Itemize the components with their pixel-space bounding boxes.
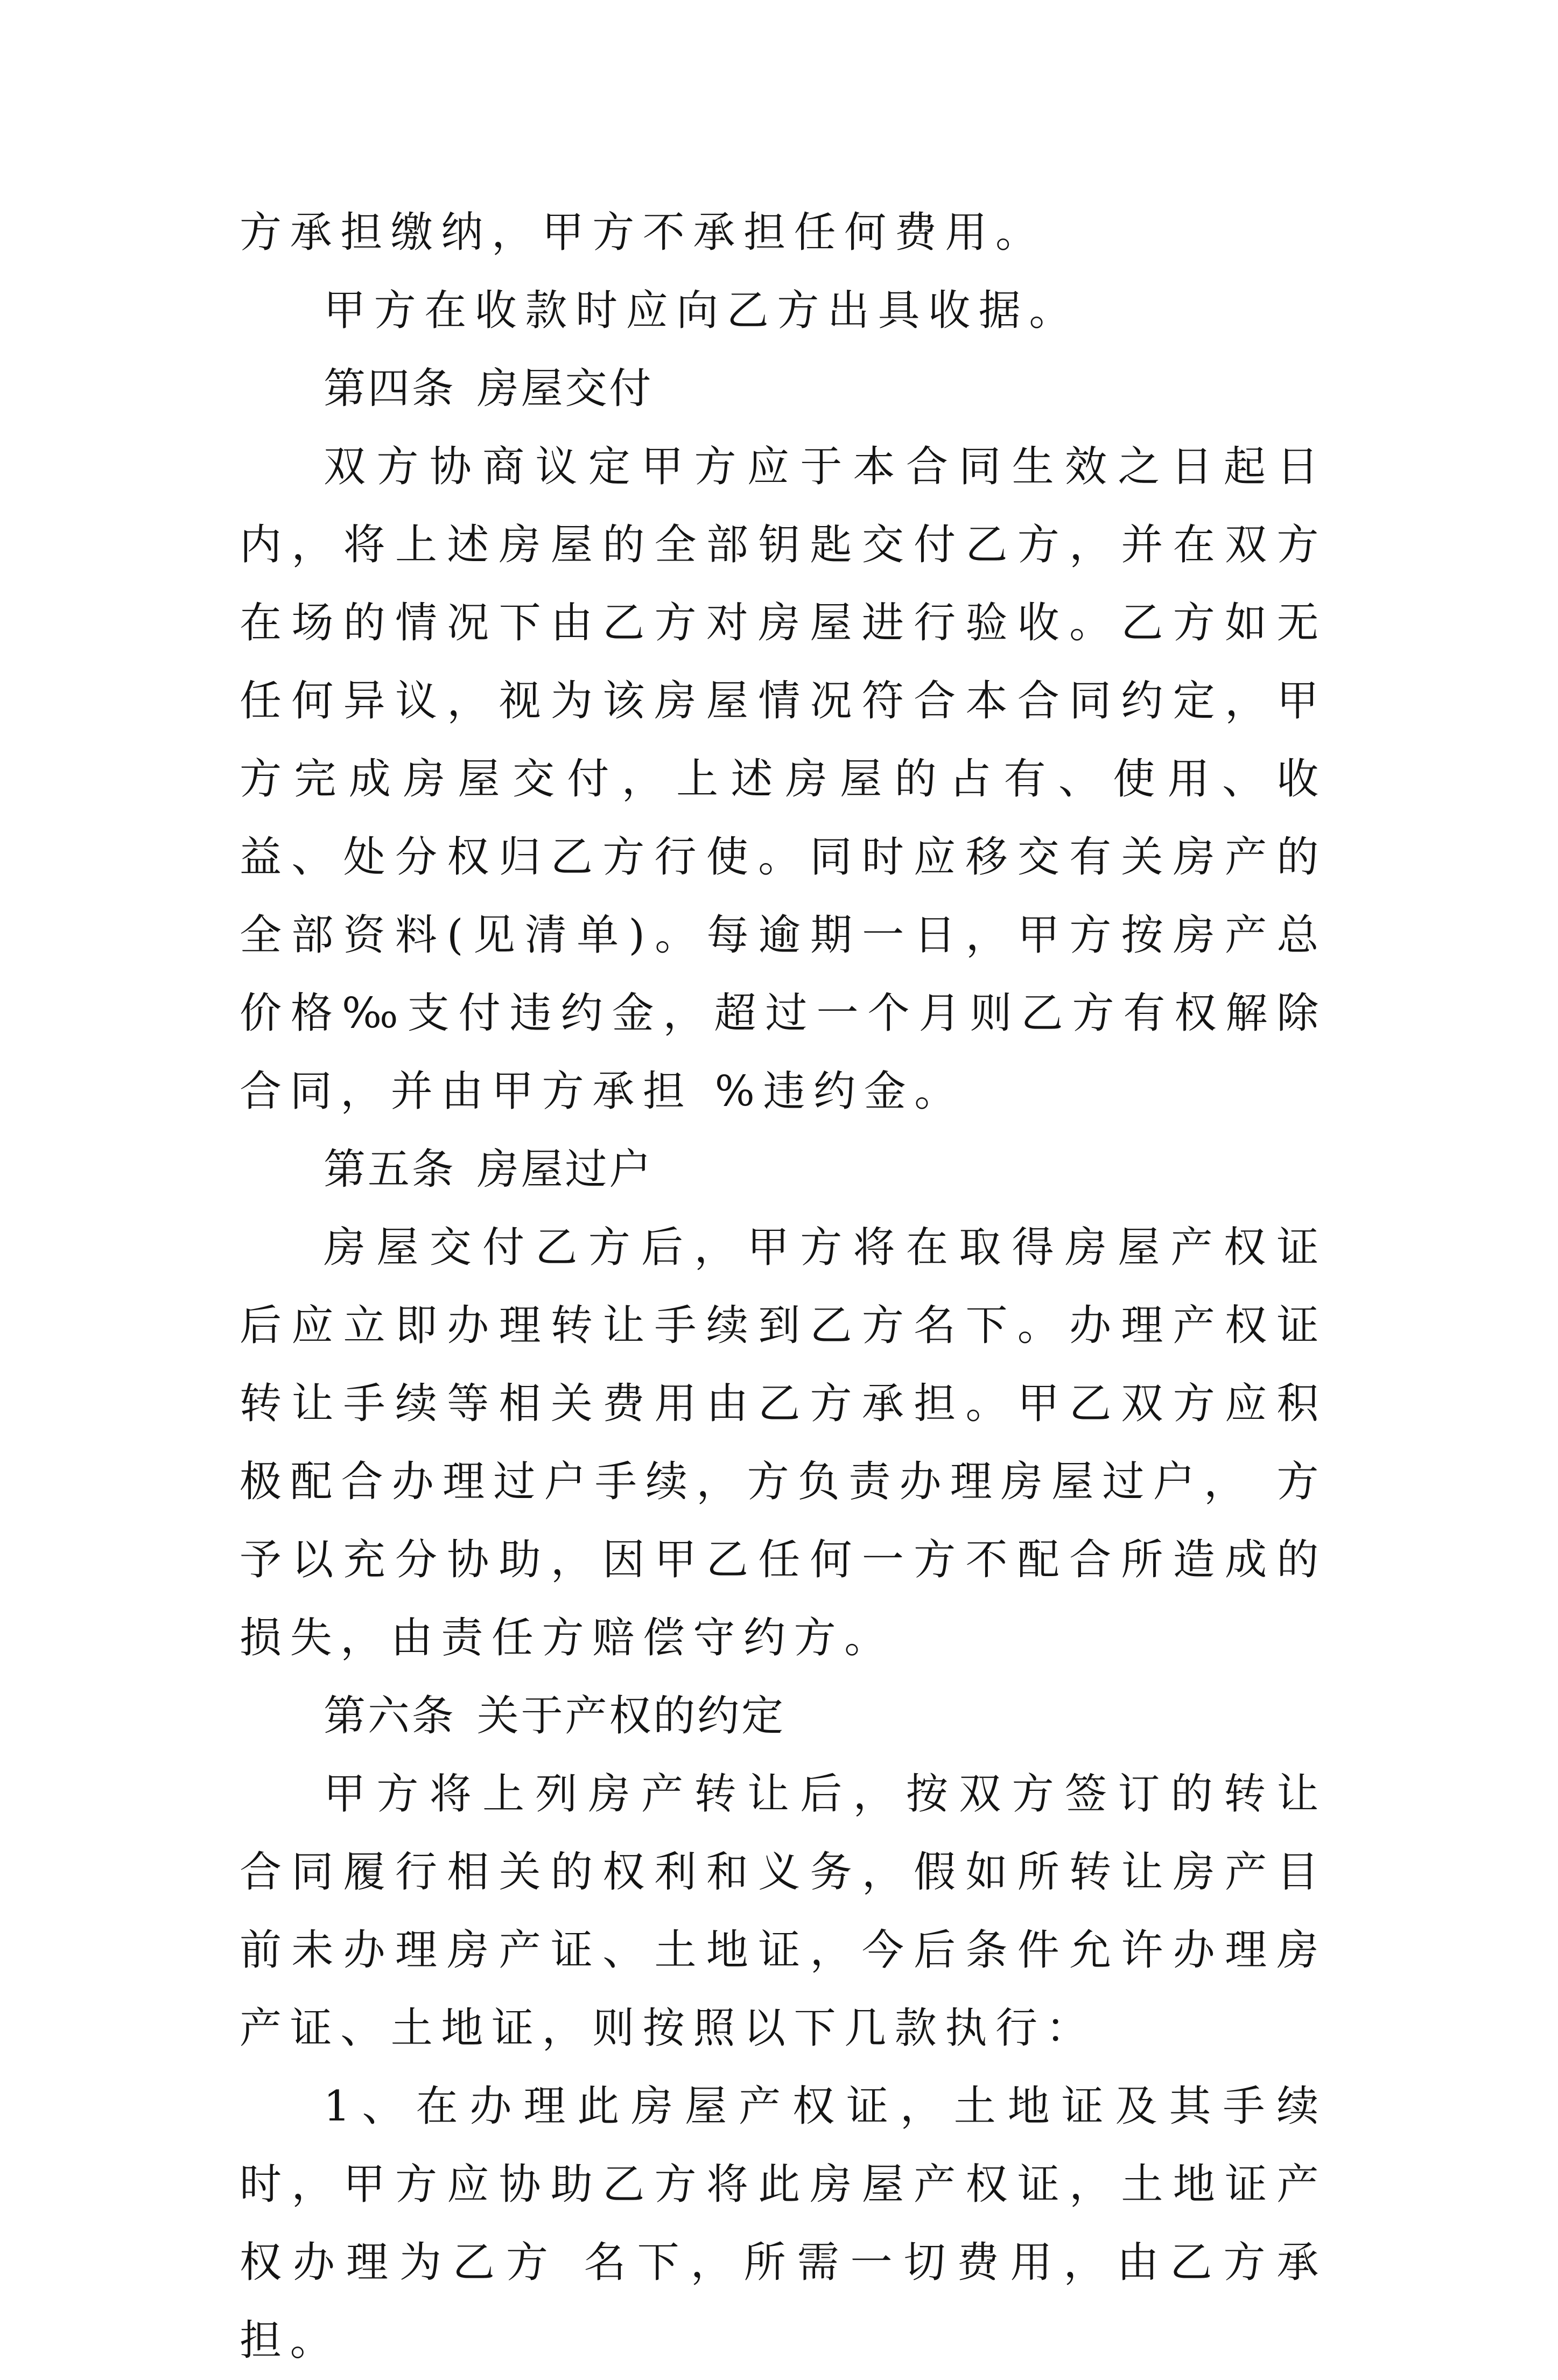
article-6-clause-1: 1、在办理此房屋产权证，土地证及其手续时，甲方应协助乙方将此房屋产权证，土地证产权办理为乙方 名下，所需一切费用，由乙方承担。 bbox=[240, 2082, 1327, 2365]
paragraph-fee-continuation: 方承担缴纳，甲方不承担任何费用。 bbox=[240, 208, 1046, 257]
article-4-number: 第四条 bbox=[324, 365, 456, 413]
article-4-heading bbox=[240, 350, 1327, 428]
document-body bbox=[240, 194, 1327, 2380]
article-5-heading bbox=[240, 1131, 1327, 1209]
article-6-title: 关于产权的约定 bbox=[476, 1692, 786, 1740]
paragraph-receipt: 甲方在收款时应向乙方出具收据。 bbox=[324, 286, 1080, 335]
article-5-title: 房屋过户 bbox=[476, 1145, 654, 1194]
article-5-body: 房屋交付乙方后，甲方将在取得房屋产权证后应立即办理转让手续到乙方名下。办理产权证转让手续等相关费用由乙方承担。甲乙双方应积极配合办理过户手续，方负责办理房屋过户， 方予以充分协助，因甲乙任何一方不配合所造成的损失，由责任方赔偿守约方。 bbox=[240, 1223, 1327, 1662]
article-6-body: 甲方将上列房产转让后，按双方签订的转让合同履行相关的权利和义务，假如所转让房产目前未办理房产证、土地证，今后条件允许办理房产证、土地证，则按照以下几款执行： bbox=[240, 1770, 1327, 2053]
article-6-number: 第六条 bbox=[324, 1692, 456, 1740]
article-4-title: 房屋交付 bbox=[476, 365, 654, 413]
article-6-heading bbox=[240, 1677, 1327, 1755]
article-5-number: 第五条 bbox=[324, 1145, 456, 1194]
article-4-body: 双方协商议定甲方应于本合同生效之日起日内，将上述房屋的全部钥匙交付乙方，并在双方在场的情况下由乙方对房屋进行验收。乙方如无任何异议，视为该房屋情况符合本合同约定，甲方完成房屋交付，上述房屋的占有、使用、收益、处分权归乙方行使。同时应移交有关房产的全部资料(见清单)。每逾期一日，甲方按房产总价格‰支付违约金，超过一个月则乙方有权解除合同，并由甲方承担 %违约金。 bbox=[240, 443, 1327, 1116]
